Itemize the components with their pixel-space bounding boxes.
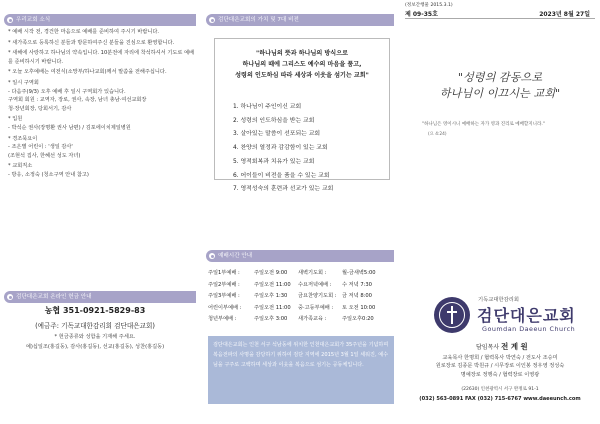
schedule-row [208, 314, 394, 326]
schedule-cell: 토 오전 10:00 [342, 304, 376, 311]
vision-item: 3. 살아있는 말씀이 선포되는 교회 [233, 131, 321, 138]
news-item: * 예배 시작 전, 경건한 마음으로 예배를 준비하여 주시기 바랍니다. [8, 29, 160, 35]
news-item: * 교회직소 - 방응, 소정숙 (청소구역 안내 참고) [8, 163, 89, 178]
schedule-table [208, 268, 394, 326]
news-item: * 오늘 오후예배는 여전식(소망부/하나교회)께서 말씀을 전해주십니다. [8, 69, 167, 76]
schedule-row [208, 291, 394, 303]
news-header: 우리교회 소식 [4, 14, 196, 26]
schedule-row [208, 280, 394, 292]
bulletin-issue: 제 09-35호 [405, 11, 438, 18]
schedule-header: 예배시간 안내 [206, 250, 394, 262]
schedule-cell: 주일오후0:20 [342, 316, 374, 322]
news-item: * 새해에 사랑하고 하나님의 약속입니다. 10분전에 자리에 착석하셔서 기도로 예배를 준비하시기 바랍니다. [8, 50, 195, 65]
vision-list [233, 101, 393, 197]
schedule-cell: 주일오전 11:00 [254, 281, 291, 288]
schedule-cell: 금 저녁 8:00 [342, 293, 372, 299]
news-column [0, 0, 200, 424]
vision-item: 2. 성령의 인도하심을 받는 교회 [233, 117, 315, 124]
schedule-row [208, 268, 394, 280]
vision-quote: "하나님의 뜻과 하나님의 방식으로 하나님의 때에 그리스도 예수의 마음을 품고, 성령의 인도하심 따라 세상과 이웃을 섬기는 교회" [235, 50, 369, 79]
denomination: 기독교대한감리회 [478, 297, 519, 303]
bulletin-date: 2023년 8월 27일 [539, 11, 590, 18]
offering-header: 검단대은교회 온라인 헌금 안내 [4, 291, 196, 303]
divider [405, 18, 595, 19]
schedule-cell: 주일1부예배 : [208, 270, 240, 276]
news-item: * 새가족으로 등록하신 분들과 방문하여주신 분들을 진심으로 환영합니다. [8, 39, 175, 46]
schedule-cell: 주일3부예배 : [208, 293, 240, 299]
news-item: * 일시 구역회 - 다음주(9/3) 오후 예배 후 일시 구역회가 있습니다. 구역회 회원 : 교역자, 장로, 권사, 속장, 남녀 총남·여선교회장 청·장년회장, 당회서기, 감사 [8, 79, 147, 112]
staff-list: 교육목사 한명희 / 협력목사 박연숙 / 전도사 조승미 원로장로 김종문 박원규 / 시무장로 이인봉 정우영 정성숙 명예장로 정행숙 / 협력장로 이영광 [435, 355, 565, 378]
church-name-kr: 검단대은교회 [477, 306, 576, 325]
church-name-en: Goumdan Daeeun Church [482, 325, 576, 333]
schedule-cell: 어린이부예배 : [208, 304, 242, 311]
news-item: * 입원 - 박석순 권사(장명환 권사 남편) / 김포에이치제일병원 [8, 116, 131, 131]
schedule-cell: 월-금새벽5:00 [342, 270, 376, 276]
schedule-cell: 주일오후 1:30 [254, 293, 288, 299]
theme-verse-ref: (요 4:24) [428, 132, 447, 137]
offering-note: * 헌금종류와 성함을 기재해 주세요. [54, 334, 136, 340]
schedule-cell: 중·고등부예배 : [298, 304, 334, 311]
news-list [8, 28, 196, 182]
schedule-cell: 주일2부예배 : [208, 281, 240, 288]
schedule-cell: 주일오전 9:00 [254, 270, 288, 276]
schedule-cell: 주일오후 3:00 [254, 316, 288, 322]
vision-header: 검단대은교회의 가치 및 7대 비전 [206, 14, 394, 26]
vision-item: 7. 영적성숙의 훈련과 선교가 있는 교회 [233, 186, 334, 193]
schedule-cell: 새벽기도회 : [298, 270, 327, 276]
schedule-cell: 수 저녁 7:30 [342, 281, 372, 288]
schedule-cell: 금요찬양기도회 : [298, 293, 337, 299]
church-address: (22630) 인천광역시 서구 완정로 91-1 [461, 387, 539, 392]
sermon-theme: "성령의 감동으로 하나님이 이끄시는 교회" [439, 71, 561, 100]
offering-examples: 예)십일조(홍길동), 감사(홍길동), 선교(홍길동), 성찬(홍길동) [25, 344, 165, 350]
bulletin-issue-line [405, 9, 595, 18]
news-item: * 경조묵요이 - 조은별 어린이 : '생일 감사' (조현석 집사, 한혜선 성도 자녀) [8, 135, 81, 159]
offering-account: 농협 351-0921-5829-83 [44, 306, 146, 315]
vision-item: 1. 하나님이 주인이신 교회 [233, 104, 302, 110]
schedule-cell: 새가족교육 : [298, 316, 327, 322]
vision-item: 4. 찬양의 열정과 감감함이 있는 교회 [233, 145, 328, 152]
schedule-cell: 주일오전 11:00 [254, 304, 291, 311]
schedule-row [208, 303, 394, 315]
vision-item: 5. 영적회복과 치유가 있는 교회 [233, 158, 315, 165]
church-seal-icon [434, 297, 470, 333]
church-contact: (032) 563-0891 FAX (032) 715-6767 www.daeeunch.com [419, 396, 581, 402]
theme-verse: "하나님은 영이시니 예배하는 자가 영과 진리로 예배할지니라." [422, 122, 545, 127]
schedule-cell: 수요저녁예배 : [298, 281, 332, 288]
bulletin-registration: (정보간행물 2015.3.1) [405, 3, 453, 8]
senior-pastor: 담임목사 전 계 원 [476, 342, 528, 351]
church-logo [434, 295, 594, 345]
vision-item: 6. 어이들이 비전을 품을 수 있는 교회 [233, 172, 330, 179]
schedule-cell: 청년부예배 : [208, 316, 237, 322]
church-intro: 검단대은교회는 인천 서구 석남동에 위치한 인천대은교회가 35주년을 기념하며 복음전파의 사명을 감당하기 위하여 검단 지역에 2015년 3월 1일 세워진, 예수님을 구주로 고백하며 세상과 이웃을 복음으로 섬기는 공동체입니다. [208, 336, 394, 404]
offering-holder: (예금주: 기독교대한감리회 검단대은교회) [35, 322, 155, 330]
